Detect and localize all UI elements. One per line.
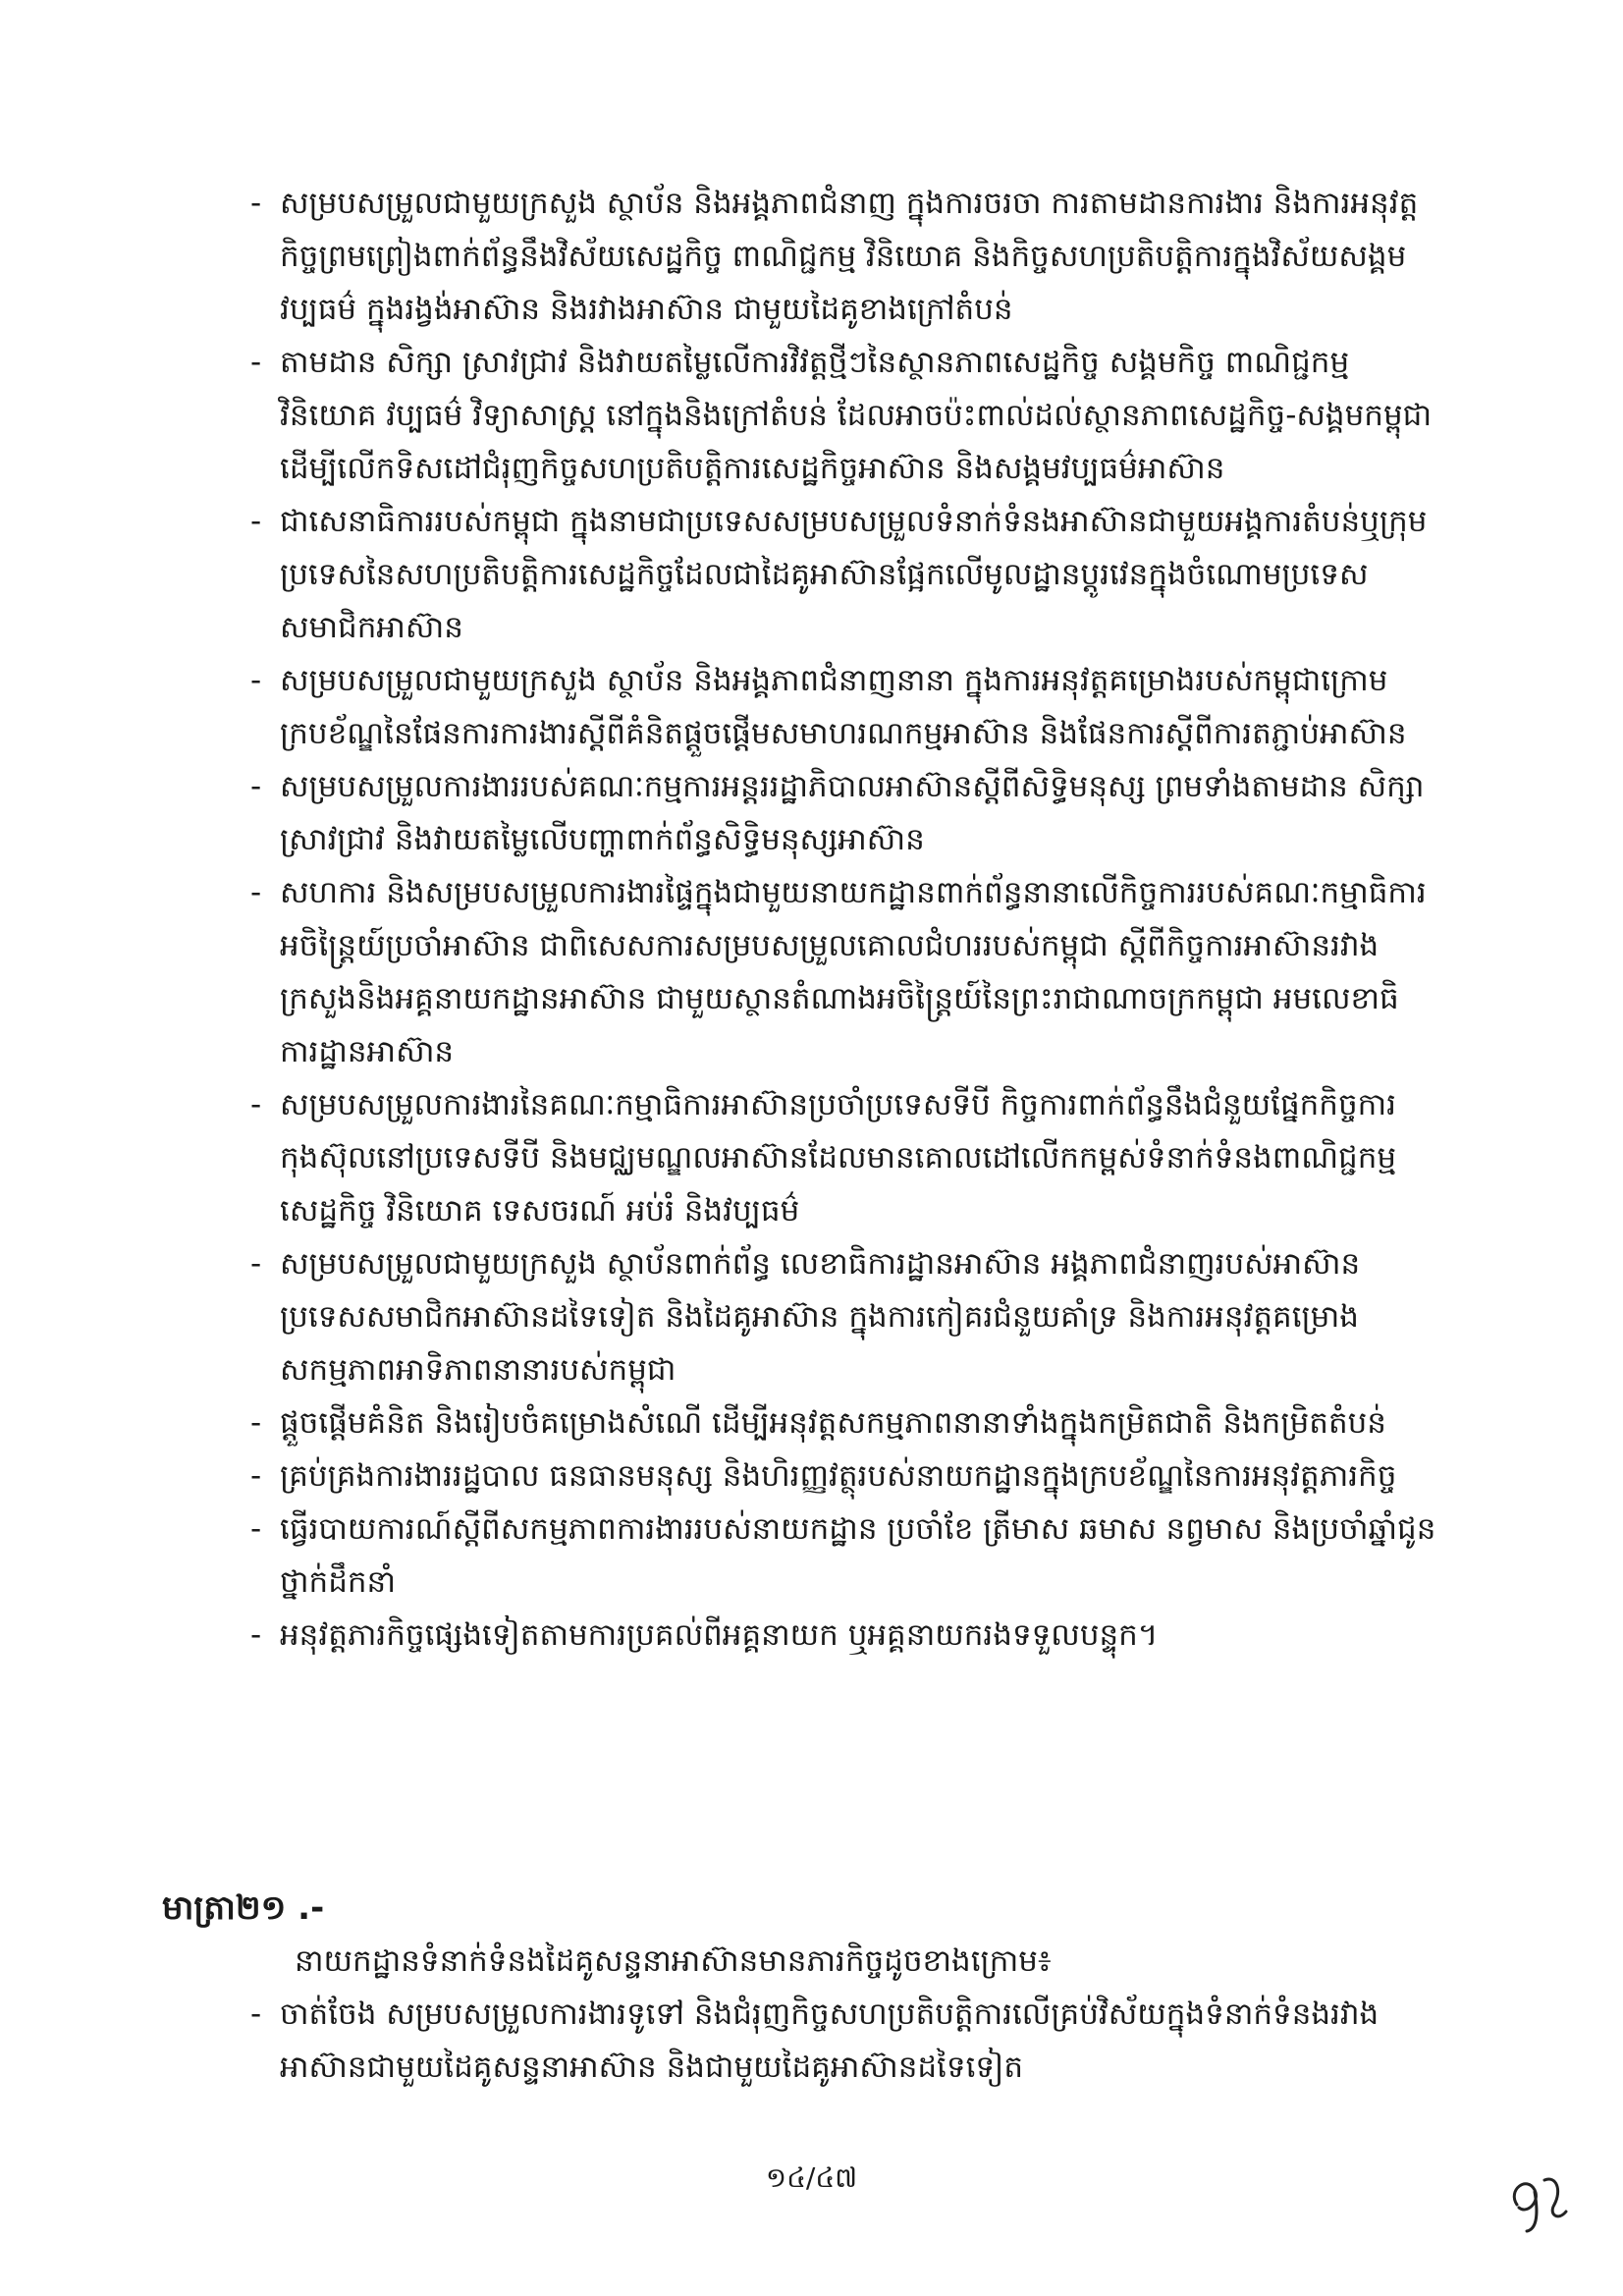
bullet-dash: - bbox=[250, 1087, 262, 1122]
page-number: ១៤/៤៧ bbox=[765, 2161, 858, 2194]
list-item-text: អនុវត្តភារកិច្ចផ្សេងទៀតតាមការប្រគល់ពីអគ្គនាយក ឬអគ្គនាយករងទទួលបន្ទុក។ bbox=[280, 1617, 1159, 1653]
list-item-text: សម្របសម្រួលជាមួយក្រសួង ស្ថាប័នពាក់ព័ន្ធ លេខាធិការដ្ឋានអាស៊ាន អង្គភាពជំនាញរបស់អាស៊ានប្រទេសសមាជិកអាស៊ានដទៃទៀត និងដៃគូអាស៊ាន ក្នុងការកៀគរជំនួយគាំទ្រ និងការអនុវត្តគម្រោងសកម្មភាពអាទិភាពនានារបស់កម្ពុជា bbox=[280, 1246, 1361, 1388]
bullet-dash: - bbox=[250, 1617, 262, 1653]
duties-list-section bbox=[250, 177, 1443, 1662]
list-item bbox=[250, 495, 1443, 654]
article-heading: មាត្រា២១ .- bbox=[162, 1888, 325, 1928]
list-item bbox=[250, 1396, 1443, 1449]
list-item-text: ធ្វើរបាយការណ៍ស្តីពីសកម្មភាពការងាររបស់នាយកដ្ឋាន ប្រចាំខែ ត្រីមាស ឆមាស នព្វមាស និងប្រចាំឆ្នាំជូនថ្នាក់ដឹកនាំ bbox=[280, 1511, 1436, 1600]
bullet-dash: - bbox=[250, 1511, 262, 1547]
list-item-text: ជាសេនាធិការរបស់កម្ពុជា ក្នុងនាមជាប្រទេសសម្របសម្រួលទំនាក់ទំនងអាស៊ានជាមួយអង្គការតំបន់ឬក្រុមប្រទេសនៃសហប្រតិបត្តិការសេដ្ឋកិច្ចដែលជាដៃគូអាស៊ានផ្អែកលើមូលដ្ឋានប្តូរវេនក្នុងចំណោមប្រទេសសមាជិកអាស៊ាន bbox=[280, 504, 1428, 645]
list-item-text: សម្របសម្រួលការងាររបស់គណៈកម្មការអន្តររដ្ឋាភិបាលអាស៊ានស្តីពីសិទ្ធិមនុស្ស ព្រមទាំងតាមដាន សិក្សា ស្រាវជ្រាវ និងវាយតម្លៃលើបញ្ហាពាក់ព័ន្ធសិទ្ធិមនុស្សអាស៊ាន bbox=[280, 769, 1425, 857]
list-item bbox=[250, 1237, 1443, 1396]
list-item bbox=[250, 1078, 1443, 1237]
initials-signature bbox=[1497, 2160, 1576, 2239]
list-item-text: គ្រប់គ្រងការងាររដ្ឋបាល ធនធានមនុស្ស និងហិរញ្ញវត្ថុរបស់នាយកដ្ឋានក្នុងក្របខ័ណ្ឌនៃការអនុវត្តភារកិច្ច bbox=[280, 1458, 1397, 1494]
bullet-dash: - bbox=[250, 1246, 262, 1282]
list-item-text: តាមដាន សិក្សា ស្រាវជ្រាវ និងវាយតម្លៃលើការវិវត្តថ្មីៗនៃស្ថានភាពសេដ្ឋកិច្ច សង្គមកិច្ច ពាណិជ្ជកម្ម វិនិយោគ វប្បធម៌ វិទ្យាសាស្ត្រ នៅក្នុងនិងក្រៅតំបន់ ដែលអាចប៉ះពាល់ដល់ស្ថានភាពសេដ្ឋកិច្ច-សង្គមកម្ពុជា ដើម្បីលើកទិសដៅជំរុញកិច្ចសហប្រតិបត្តិការសេដ្ឋកិច្ចអាស៊ាន និងសង្គមវប្បធម៌អាស៊ាន bbox=[280, 345, 1433, 486]
article-duties-section bbox=[250, 1988, 1443, 2094]
bullet-dash: - bbox=[250, 663, 262, 698]
article-intro: នាយកដ្ឋានទំនាក់ទំនងដៃគូសន្ទនាអាស៊ានមានភារកិច្ចដូចខាងក្រោម៖ bbox=[295, 1943, 1052, 1979]
bullet-dash: - bbox=[250, 1458, 262, 1494]
bullet-dash: - bbox=[250, 1405, 262, 1441]
duties-list bbox=[250, 177, 1443, 1662]
list-item-text: ផ្តួចផ្តើមគំនិត និងរៀបចំគម្រោងសំណើ ដើម្បីអនុវត្តសកម្មភាពនានាទាំងក្នុងកម្រិតជាតិ និងកម្រិតតំបន់ bbox=[280, 1405, 1386, 1441]
bullet-dash: - bbox=[250, 1996, 262, 2032]
list-item-text: ចាត់ចែង សម្របសម្រួលការងារទូទៅ និងជំរុញកិច្ចសហប្រតិបត្តិការលើគ្រប់វិស័យក្នុងទំនាក់ទំនងរវាងអាស៊ានជាមួយដៃគូសន្ទនាអាស៊ាន និងជាមួយដៃគូអាស៊ានដទៃទៀត bbox=[280, 1996, 1380, 2085]
list-item-text: សម្របសម្រួលជាមួយក្រសួង ស្ថាប័ន និងអង្គភាពជំនាញនានា ក្នុងការអនុវត្តគម្រោងរបស់កម្ពុជាក្រោមក្របខ័ណ្ឌនៃផែនការការងារស្តីពីគំនិតផ្តួចផ្តើមសមាហរណកម្មអាស៊ាន និងផែនការស្តីពីការតភ្ជាប់អាស៊ាន bbox=[280, 663, 1407, 751]
bullet-dash: - bbox=[250, 769, 262, 804]
list-item bbox=[250, 654, 1443, 760]
list-item-text: សម្របសម្រួលជាមួយក្រសួង ស្ថាប័ន និងអង្គភាពជំនាញ ក្នុងការចរចា ការតាមដានការងារ និងការអនុវត្តកិច្ចព្រមព្រៀងពាក់ព័ន្ធនឹងវិស័យសេដ្ឋកិច្ច ពាណិជ្ជកម្ម វិនិយោគ និងកិច្ចសហប្រតិបត្តិការក្នុងវិស័យសង្គមវប្បធម៌ ក្នុងរង្វង់អាស៊ាន និងរវាងអាស៊ាន ជាមួយដៃគូខាងក្រៅតំបន់ bbox=[280, 186, 1419, 327]
list-item bbox=[250, 336, 1443, 495]
list-item bbox=[250, 1503, 1443, 1609]
list-item bbox=[250, 866, 1443, 1078]
list-item bbox=[250, 1449, 1443, 1503]
list-item bbox=[250, 1609, 1443, 1662]
bullet-dash: - bbox=[250, 504, 262, 539]
bullet-dash: - bbox=[250, 875, 262, 910]
article-duties-list bbox=[250, 1988, 1443, 2094]
list-item bbox=[250, 1988, 1443, 2094]
bullet-dash: - bbox=[250, 186, 262, 221]
list-item bbox=[250, 177, 1443, 336]
list-item-text: សម្របសម្រួលការងារនៃគណៈកម្មាធិការអាស៊ានប្រចាំប្រទេសទីបី កិច្ចការពាក់ព័ន្ធនឹងជំនួយផ្នែកកិច្ចការកុងស៊ុលនៅប្រទេសទីបី និងមជ្ឈមណ្ឌលអាស៊ានដែលមានគោលដៅលើកកម្ពស់ទំនាក់ទំនងពាណិជ្ជកម្ម សេដ្ឋកិច្ច វិនិយោគ ទេសចរណ៍ អប់រំ និងវប្បធម៌ bbox=[280, 1087, 1397, 1229]
list-item-text: សហការ និងសម្របសម្រួលការងារផ្ទៃក្នុងជាមួយនាយកដ្ឋានពាក់ព័ន្ធនានាលើកិច្ចការរបស់គណៈកម្មាធិការអចិន្ត្រៃយ៍ប្រចាំអាស៊ាន ជាពិសេសការសម្របសម្រួលគោលជំហររបស់កម្ពុជា ស្តីពីកិច្ចការអាស៊ានរវាងក្រសួងនិងអគ្គនាយកដ្ឋានអាស៊ាន ជាមួយស្ថានតំណាងអចិន្ត្រៃយ៍នៃព្រះរាជាណាចក្រកម្ពុជា អមលេខាធិការដ្ឋានអាស៊ាន bbox=[280, 875, 1427, 1069]
bullet-dash: - bbox=[250, 345, 262, 380]
list-item bbox=[250, 760, 1443, 866]
